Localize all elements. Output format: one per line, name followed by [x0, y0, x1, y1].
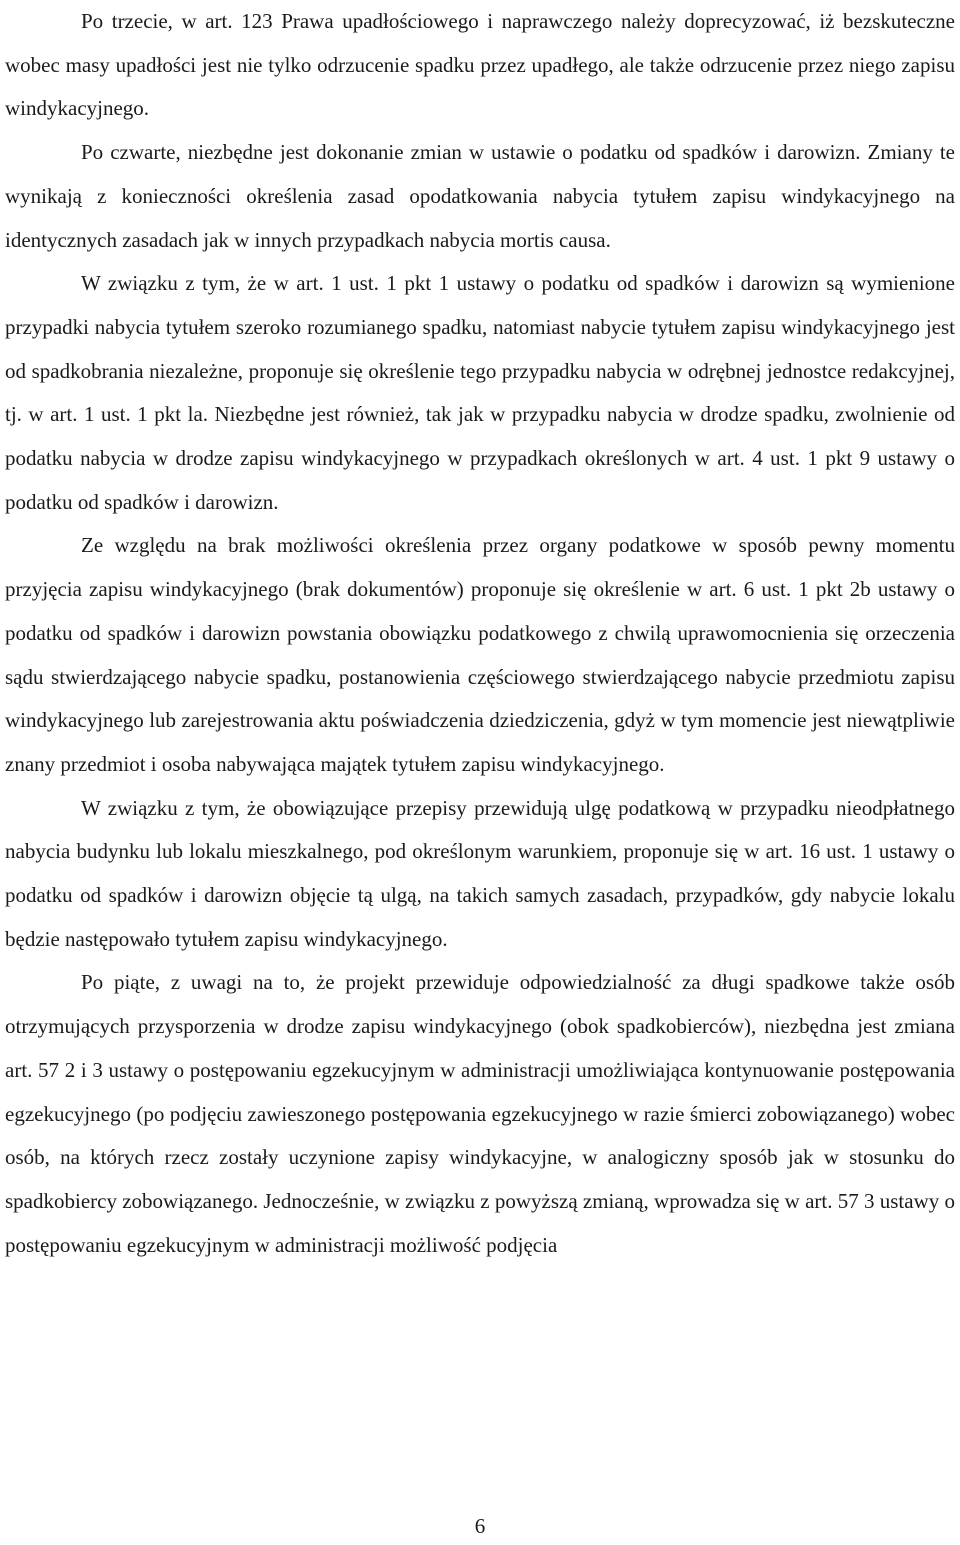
paragraph: Ze względu na brak możliwości określenia przez organy podatkowe w sposób pewny momentu przyjęcia zapisu windykacyjnego (brak dokumentów) proponuje się określenie w art. 6 ust. 1 pkt 2b ustawy o podatku od spadków i darowizn powstania obowiązku podatkowego z chwilą uprawomocnienia się orzeczenia sądu stwierdzającego nabycie spadku, postanowienia częściowego stwierdzającego nabycie przedmiotu zapisu windykacyjnego lub zarejestrowania aktu poświadczenia dziedziczenia, gdyż w tym momencie jest niewątpliwie znany przedmiot i osoba nabywająca majątek tytułem zapisu windykacyjnego.	[5, 533, 955, 776]
document-body	[5, 0, 955, 1267]
paragraph: Po trzecie, w art. 123 Prawa upadłościowego i naprawczego należy doprecyzować, iż bezskuteczne wobec masy upadłości jest nie tylko odrzucenie spadku przez upadłego, ale także odrzucenie przez niego zapisu windykacyjnego.	[5, 9, 955, 121]
page-number: 6	[474, 1514, 486, 1538]
paragraph: W związku z tym, że obowiązujące przepisy przewidują ulgę podatkową w przypadku nieodpłatnego nabycia budynku lub lokalu mieszkalnego, pod określonym warunkiem, proponuje się w art. 16 ust. 1 ustawy o podatku od spadków i darowizn objęcie tą ulgą, na takich samych zasadach, przypadków, gdy nabycie lokalu będzie następowało tytułem zapisu windykacyjnego.	[5, 795, 955, 951]
paragraph: Po czwarte, niezbędne jest dokonanie zmian w ustawie o podatku od spadków i darowizn. Zmiany te wynikają z konieczności określenia zasad opodatkowania nabycia tytułem zapisu windykacyjnego na identycznych zasadach jak w innych przypadkach nabycia mortis causa.	[5, 140, 955, 252]
paragraph: Po piąte, z uwagi na to, że projekt przewiduje odpowiedzialność za długi spadkowe także osób otrzymujących przysporzenia w drodze zapisu windykacyjnego (obok spadkobierców), niezbędna jest zmiana art. 57 2 i 3 ustawy o postępowaniu egzekucyjnym w administracji umożliwiająca kontynuowanie postępowania egzekucyjnego (po podjęciu zawieszonego postępowania egzekucyjnego w razie śmierci zobowiązanego) wobec osób, na których rzecz zostały uczynione zapisy windykacyjne, w analogiczny sposób jak w stosunku do spadkobiercy zobowiązanego. Jednocześnie, w związku z powyższą zmianą, wprowadza się w art. 57 3 ustawy o postępowaniu egzekucyjnym w administracji możliwość podjęcia	[5, 970, 955, 1257]
paragraph: W związku z tym, że w art. 1 ust. 1 pkt 1 ustawy o podatku od spadków i darowizn są wymienione przypadki nabycia tytułem szeroko rozumianego spadku, natomiast nabycie tytułem zapisu windykacyjnego jest od spadkobrania niezależne, proponuje się określenie tego przypadku nabycia w odrębnej jednostce redakcyjnej, tj. w art. 1 ust. 1 pkt la. Niezbędne jest również, tak jak w przypadku nabycia w drodze spadku, zwolnienie od podatku nabycia w drodze zapisu windykacyjnego w przypadkach określonych w art. 4 ust. 1 pkt 9 ustawy o podatku od spadków i darowizn.	[5, 271, 955, 514]
